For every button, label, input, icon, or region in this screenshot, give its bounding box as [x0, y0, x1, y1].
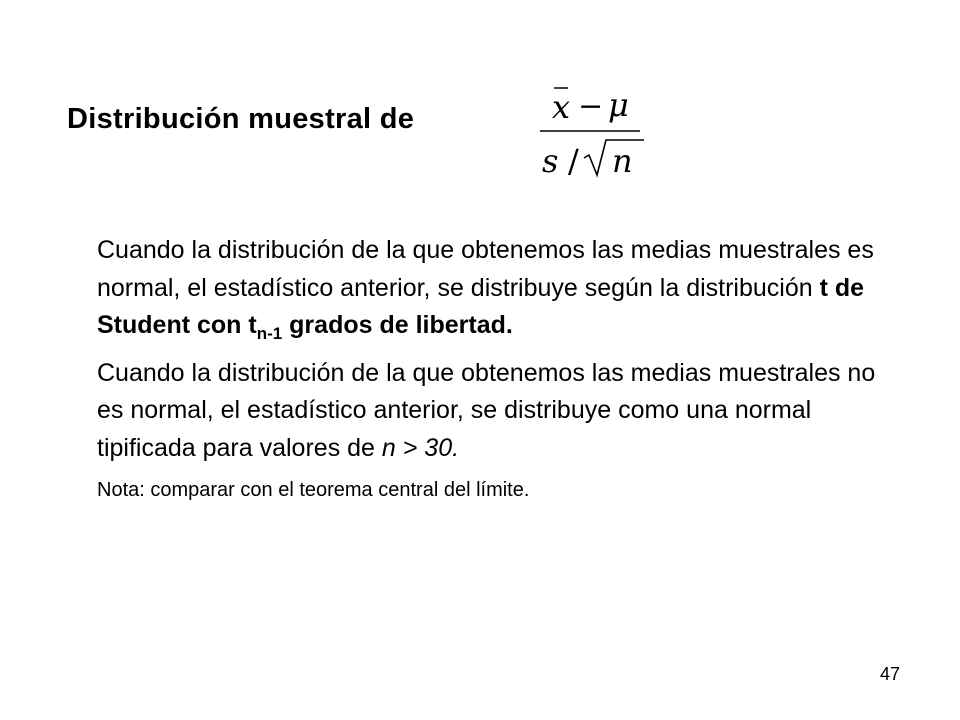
- paragraph1-text: Cuando la distribución de la que obtenemos las medias muestrales es normal, el estadístico anterior, se distribuye según la distribución: [97, 236, 874, 302]
- paragraph1-bold: t de Student con t: [97, 273, 865, 339]
- numerator-x: x: [552, 88, 571, 126]
- denominator-slash: /: [568, 142, 579, 180]
- t-statistic-formula: [538, 82, 648, 182]
- page-number: 47: [880, 664, 901, 684]
- numerator-minus: −: [578, 89, 604, 124]
- denominator-n: n: [612, 142, 633, 180]
- paragraph1-bold-end: grados de libertad.: [282, 311, 513, 339]
- note-text: Nota: comparar con el teorema central del límite.: [97, 479, 530, 501]
- numerator-mu: μ: [608, 86, 629, 124]
- paragraph2-italic: n > 30.: [381, 433, 460, 462]
- slide-title: Distribución muestral de: [67, 103, 415, 135]
- paragraph2-text: Cuando la distribución de la que obtenemos las medias muestrales no es normal, el estadístico anterior, se distribuye como una normal tipificada para valores de: [97, 358, 876, 462]
- denominator-s: s: [542, 142, 559, 180]
- slide-body: [97, 232, 877, 505]
- paragraph-non-normal-case: [97, 355, 877, 468]
- paragraph1-subscript: n-1: [256, 324, 283, 343]
- paragraph-normal-case: [97, 232, 877, 345]
